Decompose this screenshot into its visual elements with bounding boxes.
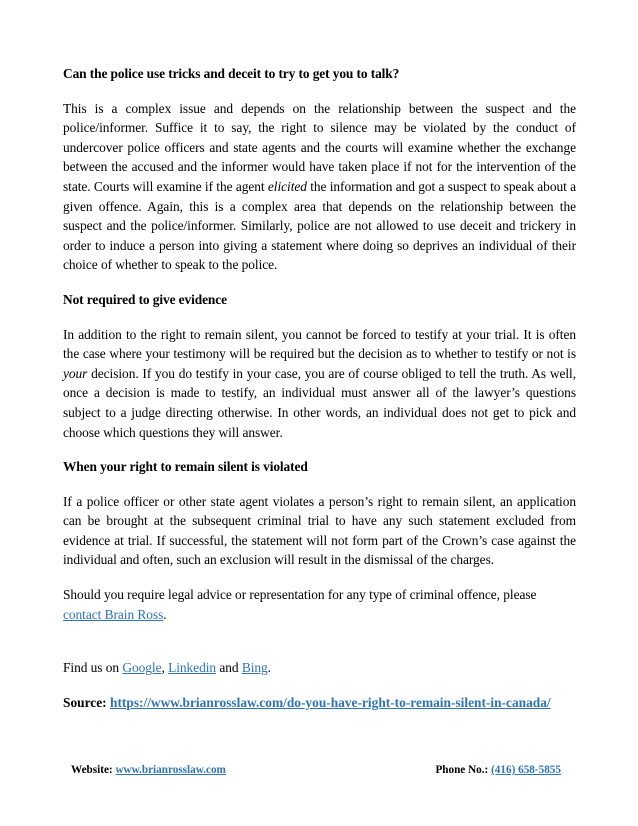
footer-phone	[435, 763, 561, 777]
contact-text: Should you require legal advice or representation for any type of criminal offence, please	[63, 587, 537, 603]
bing-link[interactable]: Bing	[241, 660, 268, 676]
contact-end: .	[163, 606, 167, 622]
section-heading-police-tricks: Can the police use tricks and deceit to try to get you to talk?	[63, 66, 400, 81]
section-heading-violated: When your right to remain silent is violated	[63, 459, 308, 475]
paragraph-text: the information and got a suspect to speak about a given offence. Again, this is a complex area that depends on the relationship between the suspect and the police/informer. Similarly, police are not allowed to use deceit and trickery in order to induce a person into giving a statement where doing so deprives an individual of their choice of whether to speak to the police.	[63, 178, 576, 273]
emphasis-your: your	[63, 365, 88, 381]
website-label: Website:	[71, 764, 116, 776]
paragraph-text: In addition to the right to remain silent, you cannot be forced to testify at your trial. It is often the case where your testimony will be required but the decision as to whether to testify or not is	[63, 326, 576, 362]
paragraph-contact	[63, 585, 576, 624]
google-link[interactable]: Google	[122, 660, 162, 676]
footer-website	[71, 763, 226, 777]
find-us-end: .	[267, 660, 271, 676]
find-us-sep: and	[216, 660, 242, 676]
contact-link[interactable]: contact Brain Ross	[63, 606, 164, 622]
paragraph-text: This is a complex issue and depends on the relationship between the suspect and the police/informer. Suffice it to say, the right to silence may be violated by the conduct of undercover police officers and state agents and the courts will examine whether the exchange between the accused and the informer would have taken place if not for the intervention of the state. Courts will examine if the agent	[63, 100, 576, 194]
paragraph-text: decision. If you do testify in your case, you are of course obliged to tell the truth. As well, once a decision is made to testify, an individual must answer all of the lawyer’s questions subject to a judge directing otherwise. In other words, an individual does not get to pick and choose which questions they will answer.	[63, 365, 576, 440]
website-link[interactable]: www.brianrosslaw.com	[115, 764, 226, 776]
paragraph-police-tricks	[63, 99, 576, 275]
source-label: Source:	[63, 694, 110, 710]
find-us-sep: ,	[161, 660, 169, 676]
document-body	[63, 64, 576, 712]
emphasis-elicited: elicited	[267, 178, 307, 194]
paragraph-violated: If a police officer or other state agent violates a person’s right to remain silent, an application can be brought at the subsequent criminal trial to have any such statement excluded from evidence at trial. If successful, the statement will not form part of the Crown’s case against the individual and often, such an exclusion will result in the dismissal of the charges.	[63, 493, 576, 568]
linkedin-link[interactable]: Linkedin	[168, 660, 217, 676]
source-url-link[interactable]: https://www.brianrosslaw.com/do-you-have-right-to-remain-silent-in-canada/	[110, 694, 551, 710]
section-heading-evidence: Not required to give evidence	[63, 291, 227, 307]
phone-link[interactable]: (416) 658-5855	[491, 764, 561, 776]
paragraph-evidence	[63, 325, 576, 443]
source-line	[63, 693, 576, 713]
find-us-prefix: Find us on	[63, 660, 123, 676]
paragraph-find-us	[63, 658, 576, 678]
phone-label: Phone No.:	[435, 764, 492, 776]
